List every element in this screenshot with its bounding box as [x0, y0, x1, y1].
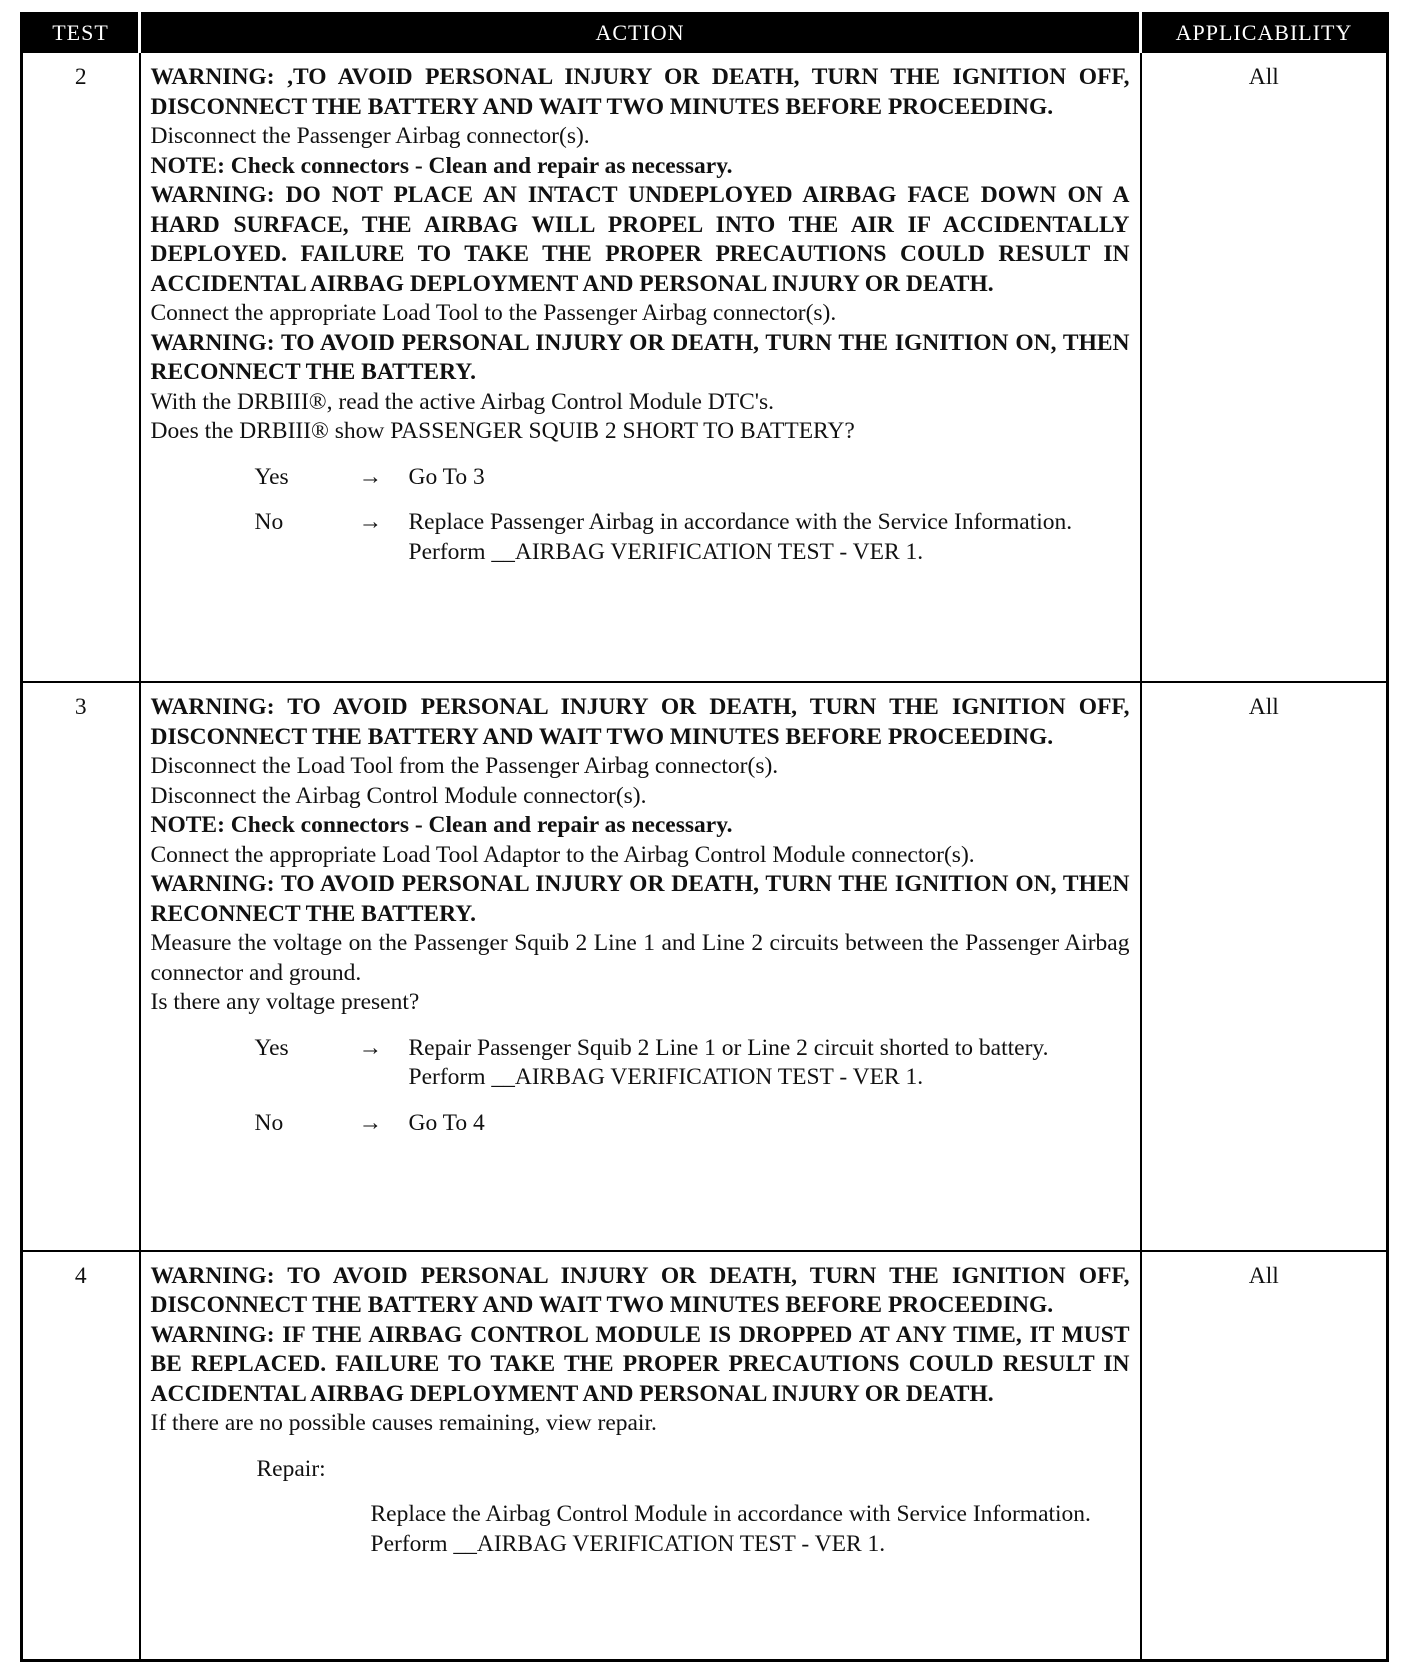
warning-text: WARNING: IF THE AIRBAG CONTROL MODULE IS DROPPED AT ANY TIME, IT MUST BE REPLACED. FAILURE TO TAKE THE PROPER PRECAUTIONS COULD RESULT IN ACCIDENTAL AIRBAG DEPLOYMENT AND PERSONAL INJURY OR DEATH. — [150, 1321, 1130, 1407]
note-text: NOTE: Check connectors - Clean and repair as necessary. — [150, 152, 733, 179]
branch-label: Yes — [254, 463, 289, 490]
arrow-right-icon: → — [358, 1109, 382, 1136]
warning-text: WARNING: DO NOT PLACE AN INTACT UNDEPLOYED AIRBAG FACE DOWN ON A HARD SURFACE, THE AIRBAG WILL PROPEL INTO THE AIR IF ACCIDENTALLY DEPLOYED. FAILURE TO TAKE THE PROPER PRECAUTIONS COULD RESULT IN ACCIDENTAL AIRBAG DEPLOYMENT AND PERSONAL INJURY OR DEATH. — [150, 182, 1130, 297]
branch-label: Yes — [254, 1034, 289, 1061]
branch-result — [409, 1034, 1130, 1093]
branch-result-line: Go To 4 — [408, 1109, 485, 1136]
branch-yes — [151, 463, 1130, 493]
action-cell — [140, 52, 1141, 682]
test-row — [22, 682, 1388, 1250]
branch-result — [409, 1109, 1130, 1139]
action-cell — [140, 682, 1141, 1250]
test-number: 2 — [22, 52, 140, 682]
procedure-table — [20, 12, 1389, 1662]
branch-label: No — [254, 1109, 284, 1136]
applicability-value: All — [1141, 1251, 1388, 1661]
action-cell — [140, 1251, 1141, 1661]
repair-line: Replace the Airbag Control Module in accordance with Service Information. — [370, 1501, 1091, 1528]
test-row — [22, 52, 1388, 682]
arrow-right-icon: → — [358, 463, 382, 490]
test-number: 3 — [22, 682, 140, 1250]
instruction-text: Connect the appropriate Load Tool to the Passenger Airbag connector(s). — [150, 300, 837, 326]
applicability-value: All — [1141, 682, 1388, 1250]
test-row — [22, 1251, 1388, 1661]
branch-no — [151, 1109, 1130, 1139]
warning-text: WARNING: ,TO AVOID PERSONAL INJURY OR DEATH, TURN THE IGNITION OFF, DISCONNECT THE BATTERY AND WAIT TWO MINUTES BEFORE PROCEEDING. — [150, 64, 1130, 120]
header-test: TEST — [22, 14, 140, 53]
repair-label: Repair: — [256, 1455, 326, 1482]
branch-result-line: Repair Passenger Squib 2 Line 1 or Line 2 circuit shorted to battery. — [408, 1034, 1049, 1061]
branch-yes — [151, 1034, 1130, 1093]
branch-no — [151, 508, 1130, 567]
instruction-text: Disconnect the Load Tool from the Passenger Airbag connector(s). — [150, 753, 779, 780]
instruction-text: Connect the appropriate Load Tool Adaptor to the Airbag Control Module connector(s). — [150, 841, 975, 868]
applicability-value: All — [1141, 52, 1388, 682]
test-number: 4 — [22, 1251, 140, 1661]
warning-text: WARNING: TO AVOID PERSONAL INJURY OR DEATH, TURN THE IGNITION ON, THEN RECONNECT THE BATTERY. — [150, 871, 1130, 927]
branch-result-line: Perform __AIRBAG VERIFICATION TEST - VER 1. — [408, 538, 924, 565]
instruction-text: With the DRBIII®, read the active Airbag Control Module DTC's. — [150, 388, 775, 415]
header-row — [22, 14, 1388, 53]
warning-text: WARNING: TO AVOID PERSONAL INJURY OR DEATH, TURN THE IGNITION OFF, DISCONNECT THE BATTERY AND WAIT TWO MINUTES BEFORE PROCEEDING. — [150, 694, 1130, 750]
header-action: ACTION — [140, 14, 1141, 53]
branch-result-line: Replace Passenger Airbag in accordance with the Service Information. — [408, 509, 1073, 535]
instruction-text: Measure the voltage on the Passenger Squib 2 Line 1 and Line 2 circuits between the Passenger Airbag connector and ground. — [150, 930, 1130, 986]
branch-result-line: Perform __AIRBAG VERIFICATION TEST - VER 1. — [408, 1064, 924, 1091]
instruction-text: Is there any voltage present? — [150, 989, 420, 1016]
branch-result — [409, 508, 1130, 567]
instruction-text: Disconnect the Passenger Airbag connector(s). — [150, 123, 590, 149]
arrow-right-icon: → — [358, 509, 382, 535]
instruction-text: Disconnect the Airbag Control Module connector(s). — [150, 782, 647, 809]
branch-result — [409, 463, 1130, 493]
repair-body — [151, 1500, 1130, 1559]
repair-line: Perform __AIRBAG VERIFICATION TEST - VER 1. — [370, 1530, 886, 1557]
arrow-right-icon: → — [358, 1034, 382, 1061]
branch-result-line: Go To 3 — [408, 463, 485, 490]
warning-text: WARNING: TO AVOID PERSONAL INJURY OR DEATH, TURN THE IGNITION OFF, DISCONNECT THE BATTERY AND WAIT TWO MINUTES BEFORE PROCEEDING. — [150, 1262, 1130, 1319]
branch-label: No — [254, 509, 284, 535]
instruction-text: Does the DRBIII® show PASSENGER SQUIB 2 SHORT TO BATTERY? — [150, 418, 855, 444]
note-text: NOTE: Check connectors - Clean and repair as necessary. — [150, 812, 733, 839]
instruction-text: If there are no possible causes remaining, view repair. — [150, 1410, 657, 1437]
header-applicability: APPLICABILITY — [1141, 14, 1388, 53]
warning-text: WARNING: TO AVOID PERSONAL INJURY OR DEATH, TURN THE IGNITION ON, THEN RECONNECT THE BATTERY. — [150, 329, 1130, 385]
